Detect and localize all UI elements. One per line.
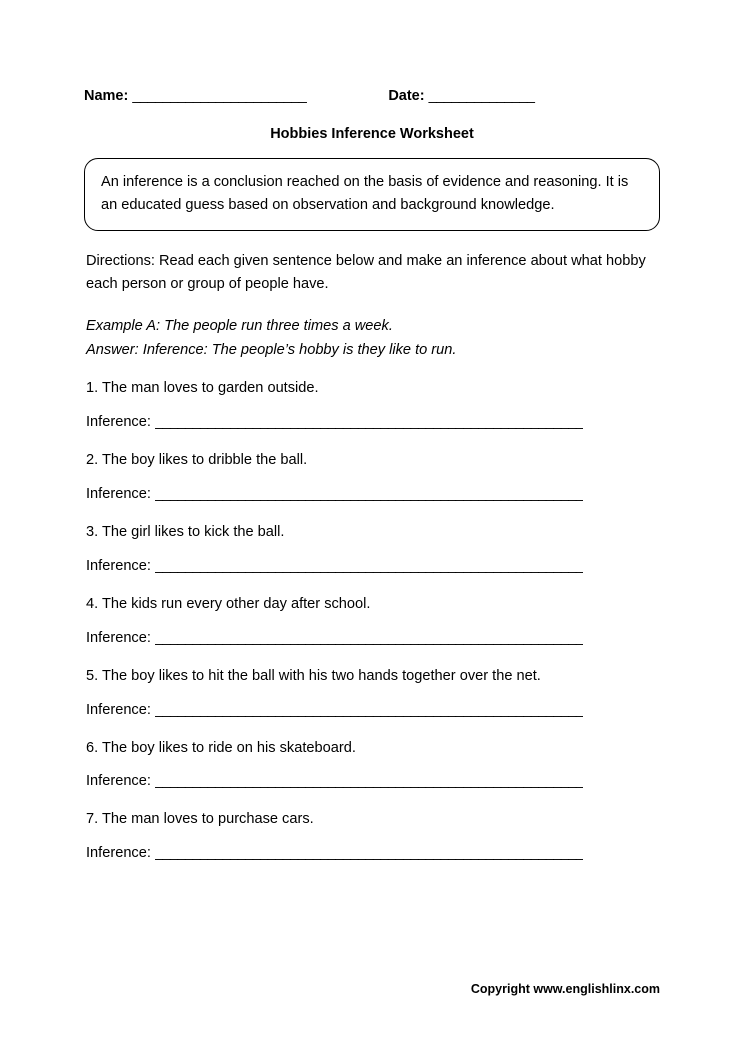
answer-label: Inference: <box>86 414 151 431</box>
name-label: Name: <box>84 88 129 104</box>
answer-row <box>86 414 660 430</box>
question-text: 5. The boy likes to hit the ball with his two hands together over the net. <box>86 667 541 684</box>
question-item <box>86 594 660 646</box>
example-answer: Answer: Inference: The people’s hobby is they like to run. <box>86 341 457 358</box>
question-text: 2. The boy likes to dribble the ball. <box>86 452 308 469</box>
question-text: 1. The man loves to garden outside. <box>86 380 319 397</box>
answer-row <box>86 702 660 718</box>
answer-write-line[interactable]: _________________________________________________________ <box>154 773 584 790</box>
question-text: 6. The boy likes to ride on his skateboard. <box>86 739 356 756</box>
answer-row <box>86 486 660 502</box>
name-date-row <box>84 88 660 104</box>
example-prompt: Example A: The people run three times a week. <box>86 318 393 335</box>
question-list <box>84 378 660 861</box>
answer-row <box>86 558 660 574</box>
answer-row <box>86 630 660 646</box>
answer-write-line[interactable]: _________________________________________________________ <box>154 414 584 431</box>
question-text: 4. The kids run every other day after school. <box>86 595 371 612</box>
example-block <box>84 315 660 362</box>
question-item <box>86 809 660 861</box>
page-title: Hobbies Inference Worksheet <box>270 126 474 142</box>
answer-write-line[interactable]: _________________________________________________________ <box>154 701 584 718</box>
answer-label: Inference: <box>86 485 151 502</box>
answer-label: Inference: <box>86 629 151 646</box>
date-write-line[interactable]: ______________ <box>428 88 535 104</box>
worksheet-page <box>0 88 744 1058</box>
date-label: Date: <box>388 88 425 104</box>
directions-text: Directions: Read each given sentence below and make an inference about what hobby each person or group of people have. <box>86 253 646 292</box>
answer-label: Inference: <box>86 773 151 790</box>
name-field <box>84 88 306 104</box>
answer-write-line[interactable]: _________________________________________________________ <box>154 629 584 646</box>
date-field <box>388 88 534 104</box>
question-text: 3. The girl likes to kick the ball. <box>86 523 285 540</box>
question-item <box>86 522 660 574</box>
answer-label: Inference: <box>86 845 151 862</box>
question-item <box>86 450 660 502</box>
copyright-footer: Copyright www.englishlinx.com <box>470 982 660 996</box>
answer-label: Inference: <box>86 701 151 718</box>
answer-write-line[interactable]: _________________________________________________________ <box>154 485 584 502</box>
question-text: 7. The man loves to purchase cars. <box>86 811 314 828</box>
question-item <box>86 378 660 430</box>
definition-box: An inference is a conclusion reached on the basis of evidence and reasoning. It is an educated guess based on observation and background knowledge. <box>84 158 660 231</box>
name-write-line[interactable]: _______________________ <box>132 88 307 104</box>
answer-label: Inference: <box>86 557 151 574</box>
answer-write-line[interactable]: _________________________________________________________ <box>154 845 584 862</box>
answer-write-line[interactable]: _________________________________________________________ <box>154 557 584 574</box>
answer-row <box>86 773 660 789</box>
question-item <box>86 738 660 790</box>
question-item <box>86 666 660 718</box>
answer-row <box>86 845 660 861</box>
